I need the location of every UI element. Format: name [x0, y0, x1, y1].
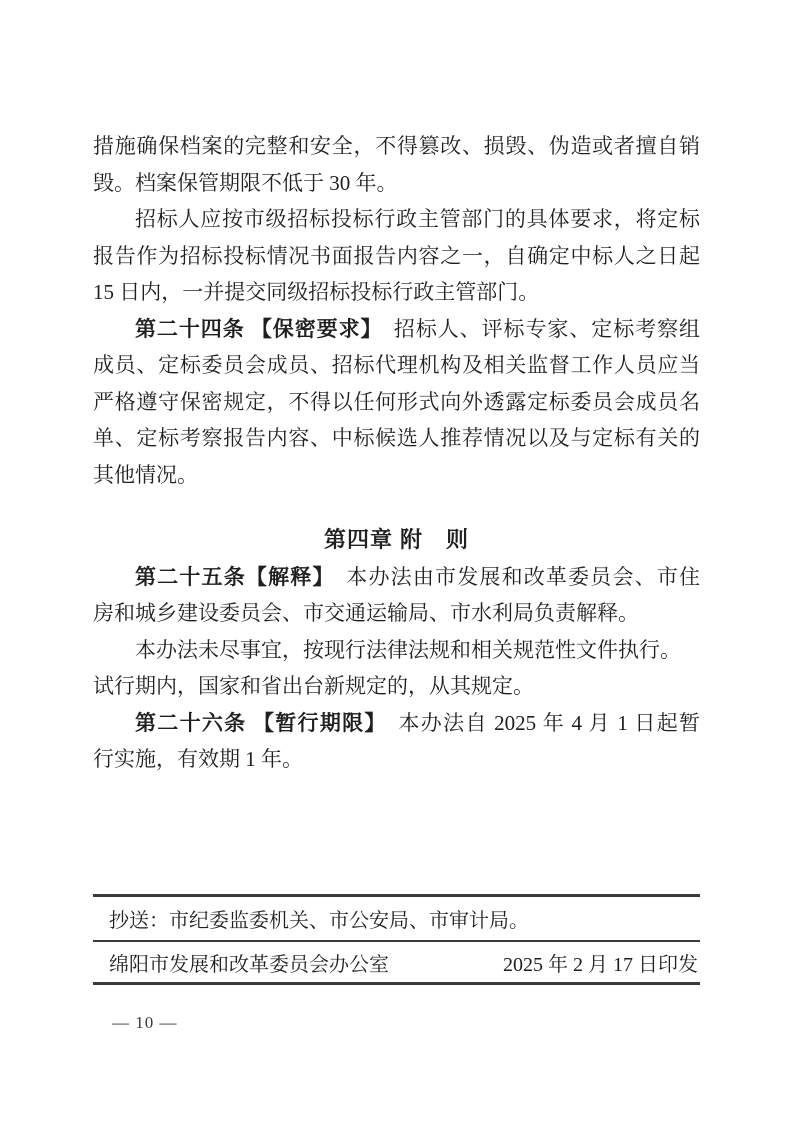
- body-line-article-26: [93, 705, 700, 742]
- issuer-office: 绵阳市发展和改革委员会办公室: [109, 953, 389, 976]
- issue-date: 2025 年 2 月 17 日印发: [503, 953, 698, 976]
- article-26-text: 本办法自 2025 年 4 月 1 日起暂: [376, 710, 701, 735]
- body-line: 行实施，有效期 1 年。: [93, 747, 303, 771]
- article-24-text: 招标人、评标专家、定标考察组: [371, 316, 701, 341]
- body-line: 房和城乡建设委员会、市交通运输局、市水利局负责解释。: [93, 601, 639, 625]
- body-line: 本办法未尽事宜，按现行法律法规和相关规范性文件执行。: [135, 637, 681, 662]
- chapter-heading: 第四章 附 则: [323, 527, 470, 552]
- body-line-article-25: [93, 559, 700, 596]
- body-line: 严格遵守保密规定，不得以任何形式向外透露定标委员会成员名: [93, 389, 700, 414]
- issue-row: [93, 942, 700, 982]
- body-line: 试行期内，国家和省出台新规定的，从其规定。: [93, 674, 534, 698]
- body-line: 其他情况。: [93, 462, 198, 487]
- body-line: 单、定标考察报告内容、中标候选人推荐情况以及与定标有关的: [93, 426, 700, 450]
- page-number: — 10 —: [112, 1013, 178, 1032]
- body-line: 15 日内，一并提交同级招标投标行政主管部门。: [93, 280, 540, 304]
- body-line: 成员、定标委员会成员、招标代理机构及相关监督工作人员应当: [93, 353, 700, 377]
- divider-line-bottom: [93, 982, 700, 985]
- body-line: 措施确保档案的完整和安全，不得篡改、损毁、伪造或者擅自销: [93, 134, 700, 158]
- cc-line: 抄送：市纪委监委机关、市公安局、市审计局。: [109, 909, 529, 932]
- article-25-label: 第二十五条【解释】: [135, 564, 325, 589]
- article-26-label: 第二十六条 【暂行期限】: [135, 710, 377, 735]
- document-footer: [93, 894, 700, 985]
- article-24-label: 第二十四条 【保密要求】: [135, 316, 372, 341]
- body-line: 招标人应按市级招标投标行政主管部门的具体要求，将定标: [135, 207, 700, 231]
- body-line: 毁。档案保管期限不低于 30 年。: [93, 170, 398, 195]
- document-body: [93, 128, 700, 778]
- body-line: 报告作为招标投标情况书面报告内容之一，自确定中标人之日起: [93, 243, 700, 268]
- article-25-text: 本办法由市发展和改革委员会、市住: [324, 564, 701, 589]
- cc-row: [93, 897, 700, 940]
- body-line-article-24: [93, 311, 700, 348]
